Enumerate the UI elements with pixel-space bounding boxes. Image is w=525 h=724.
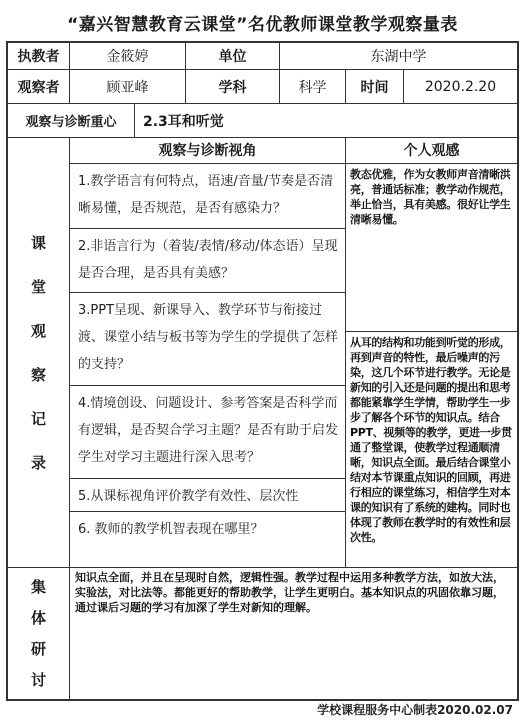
- observer-value: 顾亚峰: [70, 70, 186, 103]
- summary-side-label: [8, 568, 70, 699]
- record-section: [8, 138, 517, 568]
- time-label: 时间: [346, 70, 404, 103]
- focus-label: 观察与诊断重心: [8, 104, 135, 137]
- side-char: 体: [30, 608, 46, 627]
- side-char: 集: [30, 577, 46, 596]
- unit-label: 单位: [186, 43, 280, 69]
- side-char: 研: [30, 639, 46, 658]
- unit-value: 东湖中学: [370, 49, 427, 65]
- criterion-item: 2.非语言行为（着装/表情/移动/体态语）呈现是否合理，是否具有美感？: [70, 229, 346, 293]
- side-char: 察: [30, 365, 46, 384]
- focus-row: [8, 104, 517, 138]
- teacher-value: 金筱婷: [70, 43, 186, 69]
- summary-text: 知识点全面，并且在呈现时自然，逻辑性强。教学过程中运用多种教学方法，如放大法，实验法，对比法等。都能更好的帮助教学，让学生更明白。基本知识点的巩固依靠习题，通过课后习题的学习有加深了学生对新知的理解。: [75, 571, 504, 614]
- time-value: 2020.2.20: [424, 78, 497, 95]
- teacher-label: 执教者: [8, 43, 70, 69]
- criterion-item: 4.情境创设、问题设计、参考答案是否科学而有逻辑，是否契合学习主题？是否有助于启发学生对学习主题进行深入思考？: [70, 386, 346, 479]
- info-row-1: [8, 43, 517, 70]
- personal-header: 个人观感: [346, 138, 517, 164]
- observer-label: 观察者: [8, 70, 70, 103]
- side-char: 课: [30, 233, 46, 252]
- side-char: 堂: [30, 277, 46, 296]
- criterion-item: 3.PPT呈现、新课导入、教学环节与衔接过渡、课堂小结与板书等为学生的学提供了怎样的支持？: [70, 293, 346, 386]
- observation-table: [6, 41, 519, 701]
- personal-comment-1: 教态优雅，作为女教师声音清晰洪亮，普通话标准；教学动作规范，举止恰当，具有美感。很好让学生清晰易懂。: [346, 164, 517, 332]
- record-side-label: [8, 138, 70, 567]
- criterion-item: 5.从课标视角评价教学有效性、层次性: [70, 479, 346, 512]
- perspective-header: 观察与诊断视角: [70, 138, 346, 164]
- subject-label: 学科: [186, 70, 280, 103]
- side-char: 记: [30, 409, 46, 428]
- subject-value: 科学: [280, 70, 346, 103]
- personal-comment-2: 从耳的结构和功能到听觉的形成，再到声音的特性，最后噪声的污染，这几个环节进行教学。无论是新知的引入还是问题的提出和思考都能紧靠学生学情，帮助学生一步步了解各个环节的知识点。结合PPT、视频等的教学，更进一步贯通了整堂课，使教学过程通顺清晰，知识点全面。最后结合课堂小结对本节课重点知识的回顾，再进行相应的课堂练习，相信学生对本课的知识有了系统的建构。同时也体现了教师在教学时的有效性和层次性。: [350, 336, 512, 544]
- summary-section: [8, 568, 517, 699]
- side-char: 观: [30, 321, 46, 340]
- side-char: 录: [30, 453, 46, 472]
- page-title: “嘉兴智慧教育云课堂”名优教师课堂教学观察量表: [67, 15, 458, 35]
- info-row-2: [8, 70, 517, 104]
- footer-note: 学校课程服务中心制表2020.02.07: [317, 703, 513, 717]
- side-char: 讨: [30, 670, 46, 689]
- criterion-item: 1.教学语言有何特点，语速/音量/节奏是否清晰易懂，是否规范，是否有感染力？: [70, 164, 346, 229]
- focus-value: 2.3耳和听觉: [143, 113, 224, 130]
- criterion-item: 6. 教师的教学机智表现在哪里？: [70, 512, 346, 567]
